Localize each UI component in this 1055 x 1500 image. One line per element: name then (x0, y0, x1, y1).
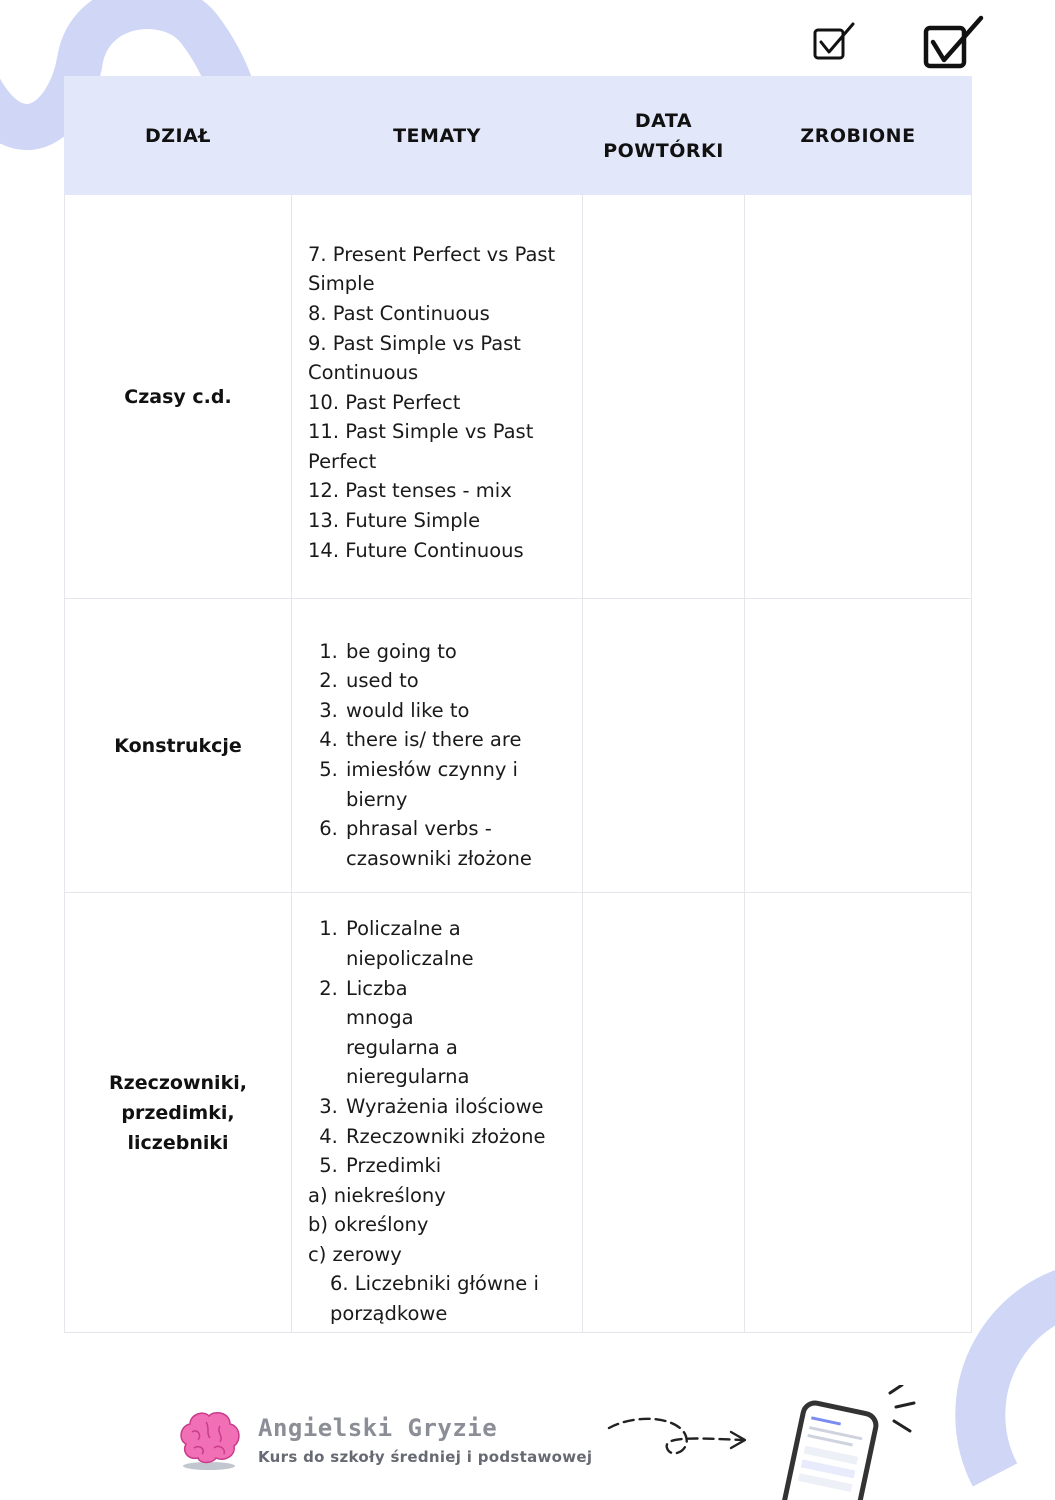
brain-logo-icon (176, 1408, 242, 1472)
topics-cell (292, 195, 583, 599)
table-row (65, 195, 972, 599)
topic-item: 13. Future Simple (308, 509, 481, 533)
topic-sub-item: a) niekreślony (308, 1183, 446, 1207)
header-section: DZIAŁ (65, 77, 292, 195)
topic-item: 6. Liczebniki główne i porządkowe (330, 1272, 539, 1326)
table-row (65, 893, 972, 1333)
section-label: Rzeczowniki, przedimki, liczebniki (109, 1071, 247, 1154)
brand-tagline: Kurs do szkoły średniej i podstawowej (258, 1448, 593, 1466)
topic-item: 12. Past tenses - mix (308, 479, 512, 503)
topic-item: 2. used to (344, 666, 568, 696)
checkbox-small-icon (815, 24, 853, 58)
checkbox-icons (805, 14, 995, 74)
table-header-row (65, 77, 972, 195)
topic-item: 5. imiesłów czynny i bierny (344, 755, 568, 814)
header-review-date (583, 77, 745, 195)
topic-item: 8. Past Continuous (308, 301, 490, 325)
topic-item: 14. Future Continuous (308, 538, 524, 562)
footer-brand (176, 1408, 596, 1478)
curly-arrow-icon (605, 1410, 755, 1470)
done-cell[interactable] (745, 195, 972, 599)
done-cell[interactable] (745, 893, 972, 1333)
topic-sub-item: b) określony (308, 1213, 429, 1237)
topics-cell (292, 893, 583, 1333)
topic-item: 5. Przedimki (344, 1151, 568, 1181)
topic-item: 1. Policzalne a niepoliczalne (344, 914, 568, 973)
header-topics: TEMATY (292, 77, 583, 195)
topic-item: 3. Wyrażenia ilościowe (344, 1092, 568, 1122)
brand-name: Angielski Gryzie (258, 1414, 498, 1442)
section-cell: Czasy c.d. (65, 195, 292, 599)
topic-item: 4. there is/ there are (344, 725, 568, 755)
review-date-cell[interactable] (583, 195, 745, 599)
topic-item: 10. Past Perfect (308, 390, 461, 414)
topic-list (308, 914, 568, 1180)
topic-item: 2. Liczba mnoga regularna a nieregularna (344, 974, 568, 1092)
table-row (65, 599, 972, 893)
phone-illustration-icon (770, 1385, 930, 1500)
header-review-date-label: DATA POWTÓRKI (603, 109, 724, 162)
topic-item: 4. Rzeczowniki złożone (344, 1122, 568, 1152)
topic-sub-item: c) zerowy (308, 1242, 402, 1266)
section-cell (65, 893, 292, 1333)
topic-item: 3. would like to (344, 696, 568, 726)
topic-item: 11. Past Simple vs Past Perfect (308, 420, 534, 473)
topic-item: 6. phrasal verbs - czasowniki złożone (344, 814, 568, 873)
topic-item: 7. Present Perfect vs Past Simple (308, 242, 556, 296)
topic-item: 1. be going to (344, 637, 568, 667)
header-done: ZROBIONE (745, 77, 972, 195)
section-cell: Konstrukcje (65, 599, 292, 893)
study-plan-table (64, 76, 972, 1333)
topic-item: 9. Past Simple vs Past Continuous (308, 331, 521, 385)
review-date-cell[interactable] (583, 893, 745, 1333)
done-cell[interactable] (745, 599, 972, 893)
review-date-cell[interactable] (583, 599, 745, 893)
topics-cell (292, 599, 583, 893)
checkbox-large-icon (926, 18, 981, 66)
topic-list (308, 637, 568, 874)
